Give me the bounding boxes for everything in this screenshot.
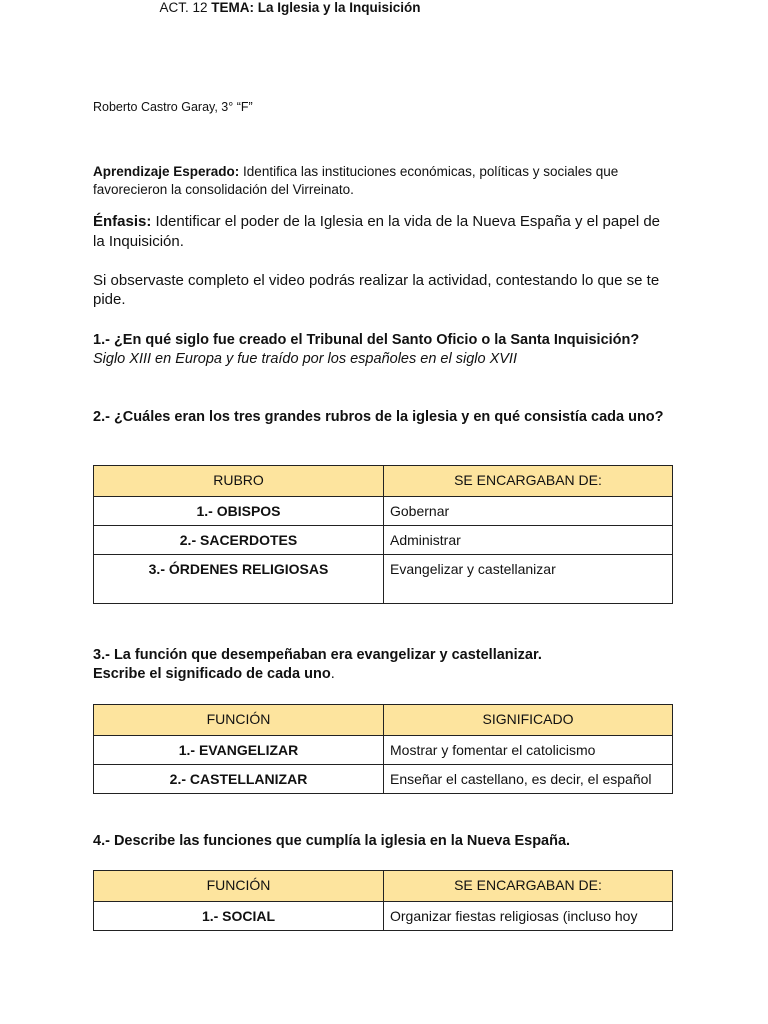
enfasis (93, 212, 673, 252)
table-cell-funcion: 1.- SOCIAL (94, 902, 384, 931)
table-header-cell: SE ENCARGABAN DE: (384, 466, 673, 497)
question-1-answer: Siglo XIII en Europa y fue traído por los españoles en el siglo XVII (93, 351, 517, 367)
question-1-text: 1.- ¿En qué siglo fue creado el Tribunal del Santo Oficio o la Santa Inquisición? (93, 332, 640, 348)
title-prefix: ACT. 12 (159, 0, 212, 15)
question-3-line-1: 3.- La función que desempeñaban era evangelizar y castellanizar. (93, 647, 542, 663)
funciones-table (93, 704, 673, 794)
enfasis-text: Identificar el poder de la Iglesia en la vida de la Nueva España y el papel de la Inquisición. (93, 213, 661, 250)
instruction-text: Si observaste completo el video podrás realizar la actividad, contestando lo que se te pide. (93, 272, 660, 308)
rubros-table (93, 465, 673, 604)
question-3-line-2 (93, 665, 673, 684)
funciones-iglesia-table (93, 870, 673, 931)
table-cell-descripcion: Administrar (384, 526, 673, 555)
table-row (94, 497, 673, 526)
question-4-text: 4.- Describe las funciones que cumplía la iglesia en la Nueva España. (93, 833, 571, 849)
title-topic: La Iglesia y la Inquisición (253, 0, 421, 15)
question-3 (93, 646, 673, 684)
table-cell-significado: Mostrar y fomentar el catolicismo (384, 736, 673, 765)
aprendizaje-esperado (93, 163, 673, 199)
table-header-row (94, 705, 673, 736)
aprendizaje-label: Aprendizaje Esperado: (93, 164, 240, 179)
table-header-cell: FUNCIÓN (94, 705, 384, 736)
table-cell-funcion: 2.- CASTELLANIZAR (94, 765, 384, 794)
table-cell-rubro: 1.- OBISPOS (94, 497, 384, 526)
table-cell-descripcion: Organizar fiestas religiosas (incluso hoy (384, 902, 673, 931)
table-cell-descripcion: Evangelizar y castellanizar (384, 555, 673, 604)
table-row (94, 765, 673, 794)
table-header-cell: SE ENCARGABAN DE: (384, 871, 673, 902)
table-row (94, 902, 673, 931)
aprendizaje-text: Identifica las instituciones económicas, políticas y sociales que favorecieron la consolidación del Virreinato. (93, 164, 619, 197)
question-3-line-2-end: . (330, 666, 335, 682)
table-cell-significado: Enseñar el castellano, es decir, el español (384, 765, 673, 794)
table-header-cell: SIGNIFICADO (384, 705, 673, 736)
question-4 (93, 832, 673, 851)
title-label: TEMA: (211, 0, 254, 15)
table-row (94, 736, 673, 765)
table-header-row (94, 466, 673, 497)
table-header-cell: RUBRO (94, 466, 384, 497)
author-line: Roberto Castro Garay, 3° “F” (93, 100, 253, 114)
question-3-line-2-text: Escribe el significado de cada uno (93, 666, 331, 682)
table-row (94, 526, 673, 555)
question-2 (93, 408, 673, 427)
table-header-cell: FUNCIÓN (94, 871, 384, 902)
table-cell-rubro: 3.- ÓRDENES RELIGIOSAS (94, 555, 384, 604)
table-cell-rubro: 2.- SACERDOTES (94, 526, 384, 555)
enfasis-label: Énfasis: (93, 213, 152, 230)
table-row (94, 555, 673, 604)
table-header-row (94, 871, 673, 902)
document-title (0, 0, 580, 15)
question-1 (93, 331, 673, 369)
question-2-text: 2.- ¿Cuáles eran los tres grandes rubros de la iglesia y en qué consistía cada uno? (93, 409, 664, 425)
table-cell-funcion: 1.- EVANGELIZAR (94, 736, 384, 765)
table-cell-descripcion: Gobernar (384, 497, 673, 526)
